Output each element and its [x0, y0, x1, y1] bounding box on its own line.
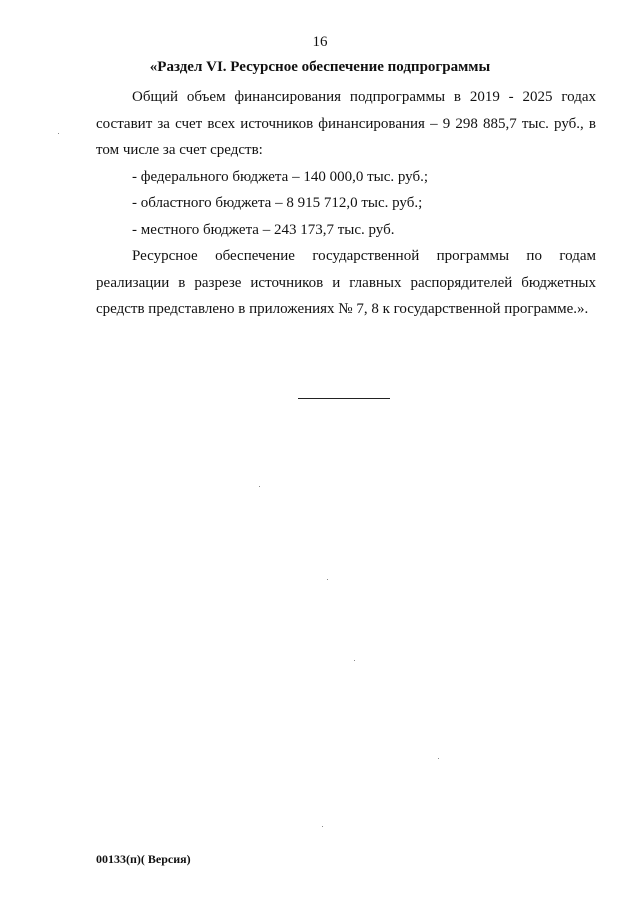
list-item-federal: - федерального бюджета – 140 000,0 тыс. руб.; — [132, 168, 429, 185]
intro-paragraph: Общий объем финансирования подпрограммы в 2019 - 2025 годах составит за счет всех источников финансирования – 9 298 885,7 тыс. руб., в том числе за счет средств: — [96, 89, 596, 158]
footer-code: 00133(п)( Версия) — [96, 852, 191, 866]
scan-speck — [354, 660, 355, 661]
scan-speck — [327, 579, 328, 580]
section-title: «Раздел VI. Ресурсное обеспечение подпрограммы — [149, 59, 491, 75]
body-text — [96, 84, 596, 323]
scan-speck — [58, 133, 59, 134]
page-number: 16 — [312, 34, 328, 50]
closing-paragraph: Ресурсное обеспечение государственной программы по годам реализации в разрезе источников и главных распорядителей бюджетных средств представлено в приложениях № 7, 8 к государственной программе.». — [96, 248, 596, 317]
list-item-regional: - областного бюджета – 8 915 712,0 тыс. руб.; — [132, 195, 423, 211]
section-divider — [298, 398, 390, 399]
scan-speck — [438, 758, 439, 759]
list-item-local: - местного бюджета – 243 173,7 тыс. руб. — [132, 221, 395, 238]
scan-speck — [322, 826, 323, 827]
scan-speck — [259, 486, 260, 487]
